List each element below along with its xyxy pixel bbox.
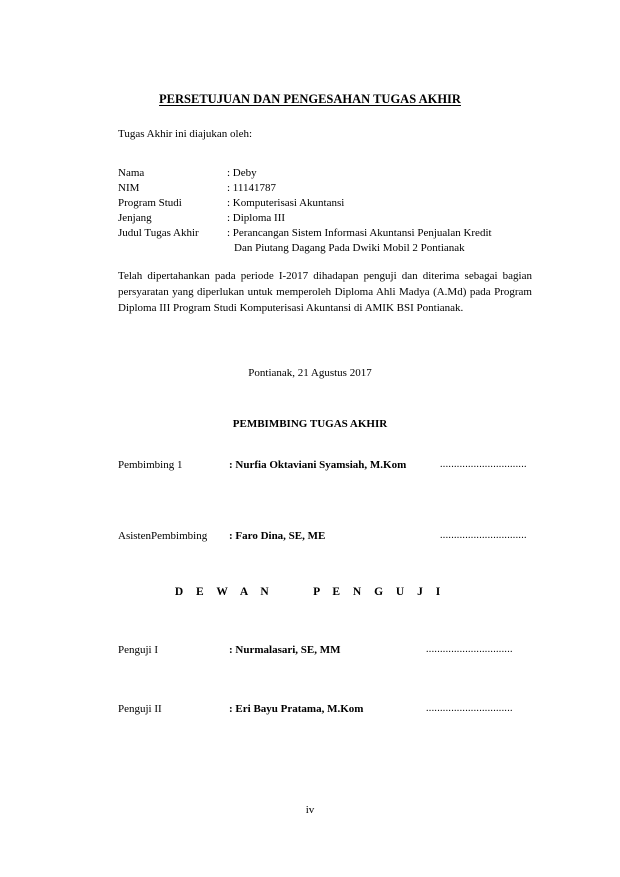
signature-line: ............................... [440,459,527,470]
field-label: Jenjang [118,212,152,224]
field-value: : Deby [227,167,257,179]
field-label: Nama [118,167,145,179]
supervisor-row-1 [118,458,538,473]
supervisor-name: : Faro Dina, SE, ME [229,530,326,542]
supervisor-label: Pembimbing 1 [118,459,183,471]
signature-line: ............................... [440,530,527,541]
field-value: : Komputerisasi Akuntansi [227,197,345,209]
signature-line: ............................... [426,703,513,714]
field-row-level [118,211,538,226]
supervisor-heading: PEMBIMBING TUGAS AKHIR [232,418,388,430]
field-label: NIM [118,182,140,194]
field-row-name [118,166,538,181]
field-row-nim [118,181,538,196]
examiner-heading: D E W A N P E N G U J I [174,586,446,598]
field-label: Judul Tugas Akhir [118,227,199,239]
examiner-label: Penguji II [118,703,162,715]
field-value: : 11141787 [227,182,276,194]
examiner-row-2 [118,702,538,717]
page-number: iv [305,804,315,816]
supervisor-name: : Nurfia Oktaviani Syamsiah, M.Kom [229,459,407,471]
intro-text: Tugas Akhir ini diajukan oleh: [118,128,253,140]
supervisor-row-2 [118,529,538,544]
examiner-name: : Nurmalasari, SE, MM [229,644,341,656]
field-row-program [118,196,538,211]
supervisor-label: AsistenPembimbing [118,530,208,542]
examiner-row-1 [118,643,538,658]
approval-paragraph: Telah dipertahankan pada periode I-2017 dihadapan penguji dan diterima sebagai bagian persyaratan yang diperlukan untuk memperoleh Diploma Ahli Madya (A.Md) pada Program Diploma III Program Studi Komputerisasi Akuntansi di AMIK BSI Pontianak. [118,270,532,314]
signature-line: ............................... [426,644,513,655]
field-label: Program Studi [118,197,182,209]
field-row-thesis-title [118,226,538,256]
examiner-label: Penguji I [118,644,159,656]
field-value: : Perancangan Sistem Informasi Akuntansi Penjualan Kredit [227,227,492,239]
field-value-continued: Dan Piutang Dagang Pada Dwiki Mobil 2 Pontianak [234,242,465,254]
field-value: : Diploma III [227,212,286,224]
examiner-name: : Eri Bayu Pratama, M.Kom [229,703,364,715]
document-title: PERSETUJUAN DAN PENGESAHAN TUGAS AKHIR [159,92,461,106]
place-date: Pontianak, 21 Agustus 2017 [248,367,372,379]
